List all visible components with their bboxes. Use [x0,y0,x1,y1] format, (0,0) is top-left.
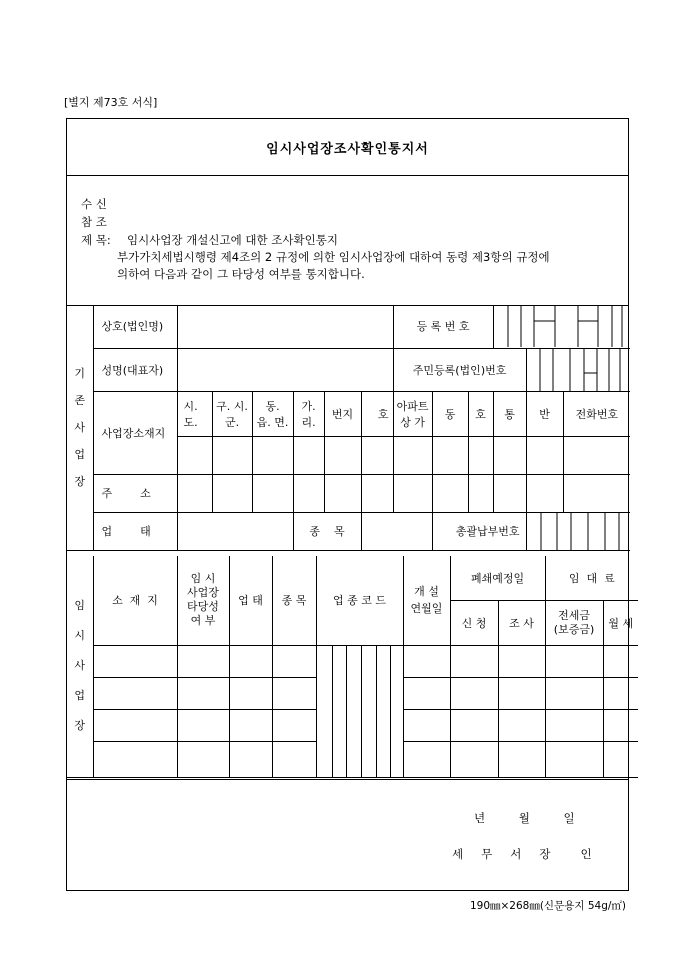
paper-spec-footer: 190㎜×268㎜(신문용지 54g/㎡) [469,900,626,912]
address-cell[interactable] [252,474,293,512]
temp-code-cell[interactable] [390,677,403,709]
temp-cell[interactable] [229,709,272,741]
address-cell[interactable] [212,474,252,512]
addr-col-tong: 통 [493,391,526,436]
temp-cell[interactable] [450,677,498,709]
temp-cell[interactable] [498,677,545,709]
address-cell[interactable] [177,474,212,512]
temp-deposit-label: 전세금 (보증금) [545,600,603,645]
temp-cell[interactable] [545,645,603,677]
addr-col-sido: 시. 도. [177,391,212,436]
address-cell[interactable] [526,474,563,512]
temp-cell[interactable] [545,741,603,777]
temp-code-cell[interactable] [390,709,403,741]
temp-cell[interactable] [403,741,450,777]
temp-cell[interactable] [93,741,177,777]
address-cell[interactable] [393,474,432,512]
address-cell[interactable] [432,474,468,512]
temp-cell[interactable] [272,645,316,677]
temp-code-cell[interactable] [376,709,390,741]
temp-code-cell[interactable] [376,677,390,709]
temp-code-cell[interactable] [332,645,346,677]
representative-value[interactable] [177,348,393,391]
addr-cell[interactable] [324,436,361,474]
temp-code-cell[interactable] [361,645,376,677]
addr-col-gari: 가. 리. [293,391,324,436]
form-number-caption: [별지 제73호 서식] [64,96,158,109]
temp-cell[interactable] [403,645,450,677]
temp-code-cell[interactable] [316,677,332,709]
reg-no-boxes[interactable] [493,305,630,348]
address-cell[interactable] [361,474,393,512]
addr-col-apartment: 아파트 상 가 [393,391,432,436]
temp-code-cell[interactable] [361,741,376,777]
temp-cell[interactable] [93,645,177,677]
temp-validity-label: 임 시 사업장 타당성 여 부 [177,556,229,645]
resident-no-label: 주민등록(법인)번호 [393,348,526,391]
temp-cell[interactable] [450,709,498,741]
existing-business-table [67,305,630,551]
subject-label: 제 목: [81,233,111,247]
business-type-value[interactable] [177,512,293,550]
temp-cell[interactable] [272,741,316,777]
temp-code-cell[interactable] [346,677,361,709]
reference-label: 참 조 [81,215,107,229]
tax-office-head: 세 무 서 장 인 [452,847,592,861]
body-line-2: 의하여 다음과 같이 그 타당성 여부를 통지합니다. [117,267,365,281]
temp-cell[interactable] [403,677,450,709]
consolidated-no-label: 총괄납부번호 [432,512,526,550]
temporary-business-table [67,556,638,778]
temp-cell[interactable] [229,645,272,677]
addr-cell[interactable] [563,436,630,474]
addr-cell[interactable] [526,436,563,474]
temporary-section-label: 임 시 사 업 장 [67,556,93,777]
reg-no-label: 등 록 번 호 [393,305,493,348]
temp-code-cell[interactable] [346,645,361,677]
address-cell[interactable] [493,474,526,512]
seal-mark: 인 [580,847,592,861]
temp-cell[interactable] [177,741,229,777]
temp-code-cell[interactable] [361,677,376,709]
temp-location-label: 소 재 지 [93,556,177,645]
consolidated-no-boxes[interactable] [526,512,630,550]
date-line: 년 월 일 [474,811,575,825]
addr-col-ho2: 호 [468,391,493,436]
temp-code-cell[interactable] [346,709,361,741]
temp-cell[interactable] [498,709,545,741]
temp-code-cell[interactable] [316,741,332,777]
address-label: 주 소 [93,474,177,512]
item-label: 종 목 [293,512,361,550]
addr-col-bunji: 번지 [324,391,361,436]
trade-name-value[interactable] [177,305,393,348]
business-location-label: 사업장소재지 [93,391,177,474]
temp-code-cell[interactable] [316,709,332,741]
temp-code-cell[interactable] [376,645,390,677]
body-line-1: 부가가치세법시행령 제4조의 2 규정에 의한 임시사업장에 대하여 동령 제3항의 규정에 [117,250,550,264]
temp-monthly-label: 월 세 [603,600,638,645]
temp-code-cell[interactable] [332,709,346,741]
temp-cell[interactable] [229,741,272,777]
temp-cell[interactable] [93,709,177,741]
addr-col-dongeupmyeon: 동. 읍. 면. [252,391,293,436]
notice-info-block [67,175,628,306]
temp-cell[interactable] [545,677,603,709]
temp-cell[interactable] [498,741,545,777]
temp-opening-date-label: 개 설 연월일 [403,556,450,645]
temp-code-cell[interactable] [390,645,403,677]
temp-cell[interactable] [177,677,229,709]
temp-cell[interactable] [272,709,316,741]
addr-cell[interactable] [361,436,393,474]
temp-cell[interactable] [177,709,229,741]
address-cell[interactable] [468,474,493,512]
business-type-label: 업 태 [93,512,177,550]
temp-item-label: 종 목 [272,556,316,645]
temp-cell[interactable] [603,645,638,677]
addr-col-ban: 반 [526,391,563,436]
recipient-label: 수 신 [81,197,107,211]
temp-cell[interactable] [93,677,177,709]
signature-block [67,779,628,893]
temp-code-cell[interactable] [316,645,332,677]
addr-col-gusigun: 구. 시. 군. [212,391,252,436]
addr-col-dong: 동 [432,391,468,436]
temp-code-cell[interactable] [376,741,390,777]
addr-cell[interactable] [212,436,252,474]
resident-no-boxes[interactable] [526,348,630,391]
addr-cell[interactable] [393,436,432,474]
temp-cell[interactable] [450,645,498,677]
temp-code-cell[interactable] [346,741,361,777]
temp-cell[interactable] [603,709,638,741]
temp-rent-label: 임 대 료 [545,556,638,600]
subject-value: 임시사업장 개설신고에 대한 조사확인통지 [127,233,338,247]
addr-cell[interactable] [293,436,324,474]
temp-investigation-label: 조 사 [498,600,545,645]
temp-cell[interactable] [498,645,545,677]
temp-cell[interactable] [450,741,498,777]
temp-cell[interactable] [177,645,229,677]
addr-cell[interactable] [177,436,212,474]
form-title: 임시사업장조사확인통지서 [266,141,429,157]
temp-code-cell[interactable] [332,741,346,777]
temp-cell[interactable] [272,677,316,709]
addr-cell[interactable] [493,436,526,474]
addr-col-phone: 전화번호 [563,391,630,436]
title-box [67,119,628,176]
temp-business-type-label: 업 태 [229,556,272,645]
temp-cell[interactable] [229,677,272,709]
temp-application-label: 신 청 [450,600,498,645]
addr-col-ho: 호 [361,391,393,436]
representative-label: 성명(대표자) [93,348,177,391]
temp-industry-code-label: 업 종 코 드 [316,556,403,645]
existing-section-label: 기 존 사 업 장 [67,305,93,550]
form-frame [66,118,634,891]
temp-cell[interactable] [603,741,638,777]
temp-code-cell[interactable] [332,677,346,709]
temp-code-cell[interactable] [361,709,376,741]
item-value[interactable] [361,512,432,550]
addr-cell[interactable] [252,436,293,474]
temp-closure-label: 폐쇄예정일 [450,556,545,600]
temp-code-cell[interactable] [390,741,403,777]
temp-cell[interactable] [403,709,450,741]
addr-cell[interactable] [432,436,468,474]
address-cell[interactable] [563,474,630,512]
addr-cell[interactable] [468,436,493,474]
address-cell[interactable] [324,474,361,512]
address-cell[interactable] [293,474,324,512]
temp-cell[interactable] [545,709,603,741]
trade-name-label: 상호(법인명) [93,305,177,348]
temp-cell[interactable] [603,677,638,709]
